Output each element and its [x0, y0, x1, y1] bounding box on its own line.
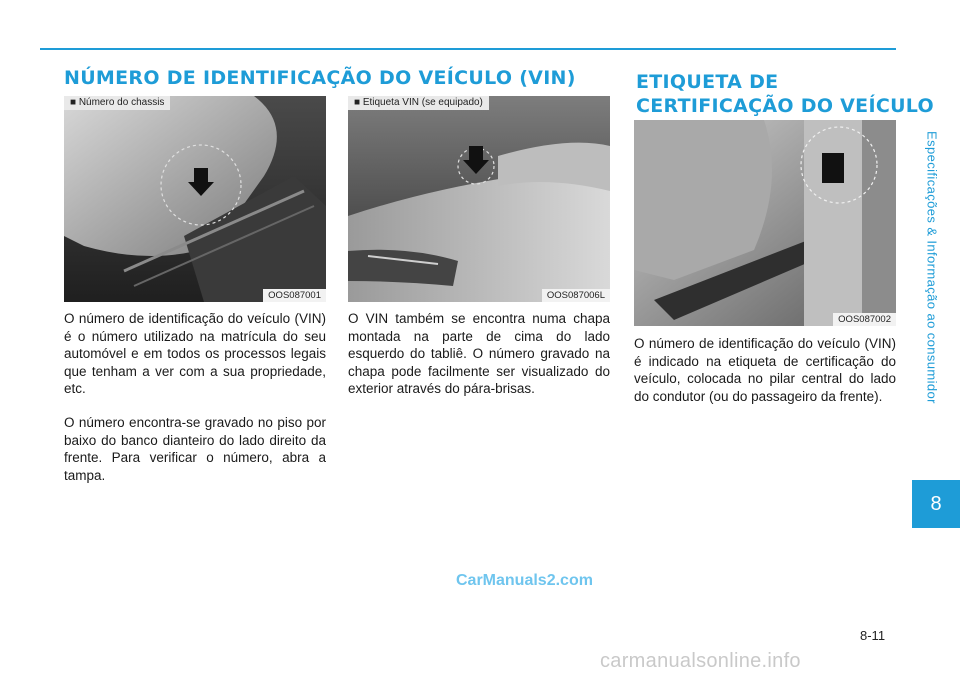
vin-label-photo [348, 96, 610, 302]
certification-label-photo [634, 120, 896, 326]
heading-line: CERTIFICAÇÃO DO VEÍCULO [636, 95, 934, 117]
page-number: 8-11 [860, 628, 886, 643]
figure-code: OOS087006L [542, 289, 610, 302]
watermark-link[interactable]: CarManuals2.com [456, 572, 593, 589]
paragraph-vin-dashboard: O VIN também se encontra numa chapa montada na parte de cima do lado esquerdo do tabliê. O número gravado na chapa pode facilmente ser visualizado do exterior através do pára-brisas. [348, 311, 610, 396]
section-heading-certification [636, 70, 934, 118]
watermark-bottom: carmanualsonline.info [600, 650, 801, 672]
paragraph-certification-label: O número de identificação do veículo (VIN) é indicado na etiqueta de certificação do veículo, colocada no pilar central do lado do condutor (ou do passageiro da frente). [634, 336, 896, 404]
door-pillar-illustration [634, 120, 896, 326]
paragraph-vin-definition: O número de identificação do veículo (VIN) é o número utilizado na matrícula do seu automóvel e em todos os processos legais que tenham a ver com a sua propriedade, etc. [64, 311, 326, 396]
figure-code: OOS087001 [263, 289, 326, 302]
figure-caption-vin-label: ■ Etiqueta VIN (se equipado) [348, 96, 489, 110]
top-rule [40, 48, 896, 50]
figure-caption-chassis: ■ Número do chassis [64, 96, 170, 110]
car-windshield-illustration [348, 96, 610, 302]
chapter-title: Especificações & Informação ao consumidor [924, 131, 940, 404]
heading-line: ETIQUETA DE [636, 71, 779, 93]
paragraph-vin-location-floor: O número encontra-se gravado no piso por baixo do banco dianteiro do lado direito da frente. Para verificar o número, abra a tampa. [64, 415, 326, 483]
section-heading-vin: NÚMERO DE IDENTIFICAÇÃO DO VEÍCULO (VIN) [64, 67, 576, 89]
figure-code: OOS087002 [833, 313, 896, 326]
chassis-number-photo [64, 96, 326, 302]
seat-floor-illustration [64, 96, 326, 302]
chapter-number-tab: 8 [912, 480, 960, 528]
